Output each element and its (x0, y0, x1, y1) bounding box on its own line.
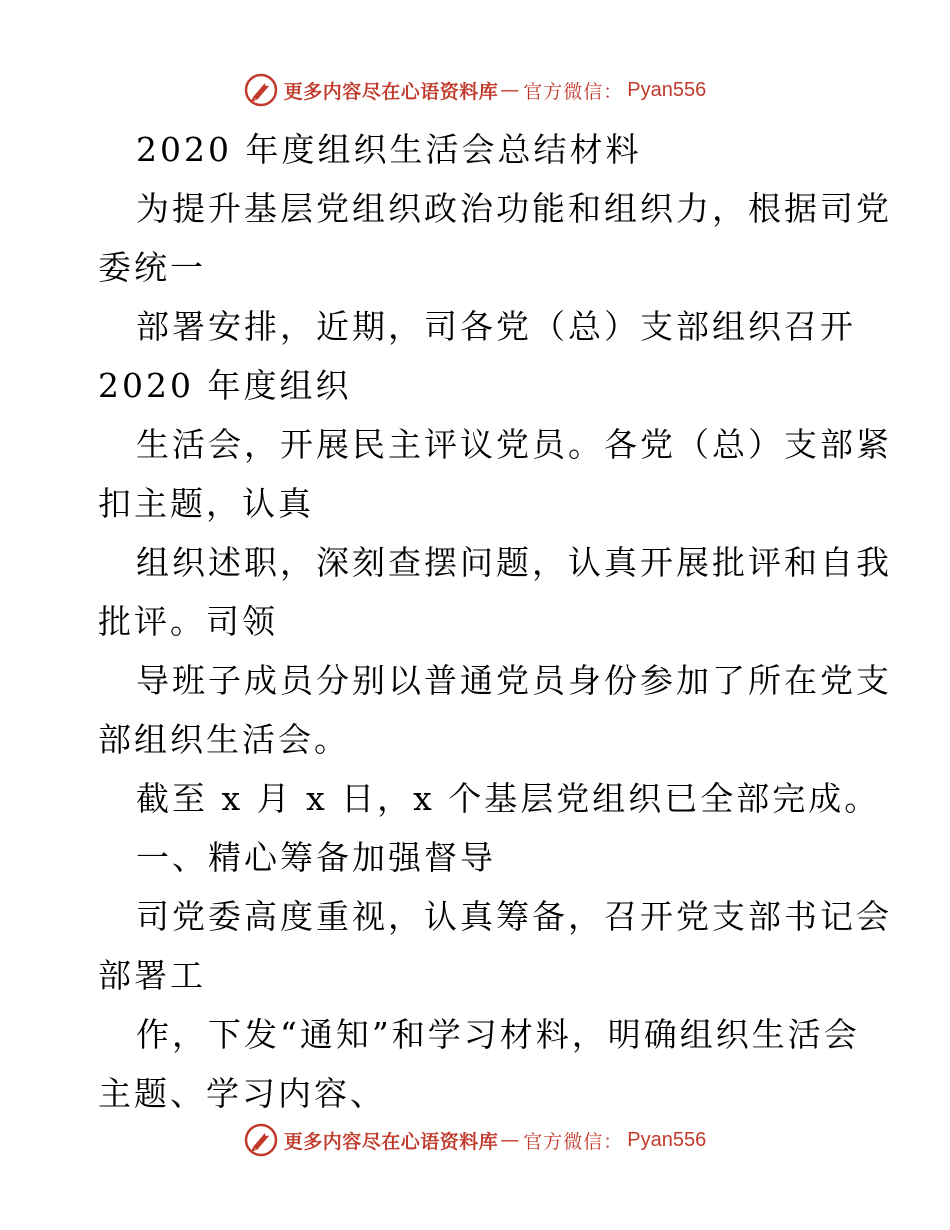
text-line: 部署工 (98, 956, 206, 995)
text-line: 组织述职，深刻查摆问题，认真开展批评和自我 (136, 543, 892, 582)
document-body (98, 120, 892, 1123)
text-line: 部组织生活会。 (98, 720, 350, 759)
watermark-separator: — (500, 1129, 520, 1151)
text-line: 生活会，开展民主评议党员。各党（总）支部紧 (136, 425, 892, 464)
text-line: 2020 年度组织 (98, 366, 352, 405)
pen-logo-icon (244, 1123, 278, 1157)
watermark-label: 官方微信： (523, 80, 624, 103)
watermark-label: 官方微信： (523, 1130, 624, 1153)
text-line: 扣主题，认真 (98, 484, 314, 523)
text-line: 主题、学习内容、 (98, 1074, 386, 1113)
watermark-main-text: 更多内容尽在心语资料库 (283, 80, 499, 103)
document-title: 2020 年度组织生活会总结材料 (136, 130, 642, 169)
watermark-header (0, 70, 950, 110)
text-line: 为提升基层党组织政治功能和组织力，根据司党 (136, 189, 892, 228)
watermark-footer (0, 1120, 950, 1160)
section-heading: 一、精心筹备加强督导 (136, 838, 496, 877)
watermark-wechat-id: Pyan556 (627, 1128, 707, 1151)
watermark-main-text: 更多内容尽在心语资料库 (283, 1130, 499, 1153)
watermark-wechat-id: Pyan556 (627, 78, 707, 101)
text-line: 批评。司领 (98, 602, 278, 641)
text-line: 作，下发“通知”和学习材料，明确组织生活会 (136, 1015, 860, 1054)
watermark-separator: — (500, 79, 520, 101)
text-line: 导班子成员分别以普通党员身份参加了所在党支 (136, 661, 892, 700)
pen-logo-icon (244, 73, 278, 107)
text-line: 截至 x 月 x 日，x 个基层党组织已全部完成。 (136, 779, 881, 818)
text-line: 委统一 (98, 248, 206, 287)
text-line: 部署安排，近期，司各党（总）支部组织召开 (136, 307, 856, 346)
text-line: 司党委高度重视，认真筹备，召开党支部书记会 (136, 897, 892, 936)
